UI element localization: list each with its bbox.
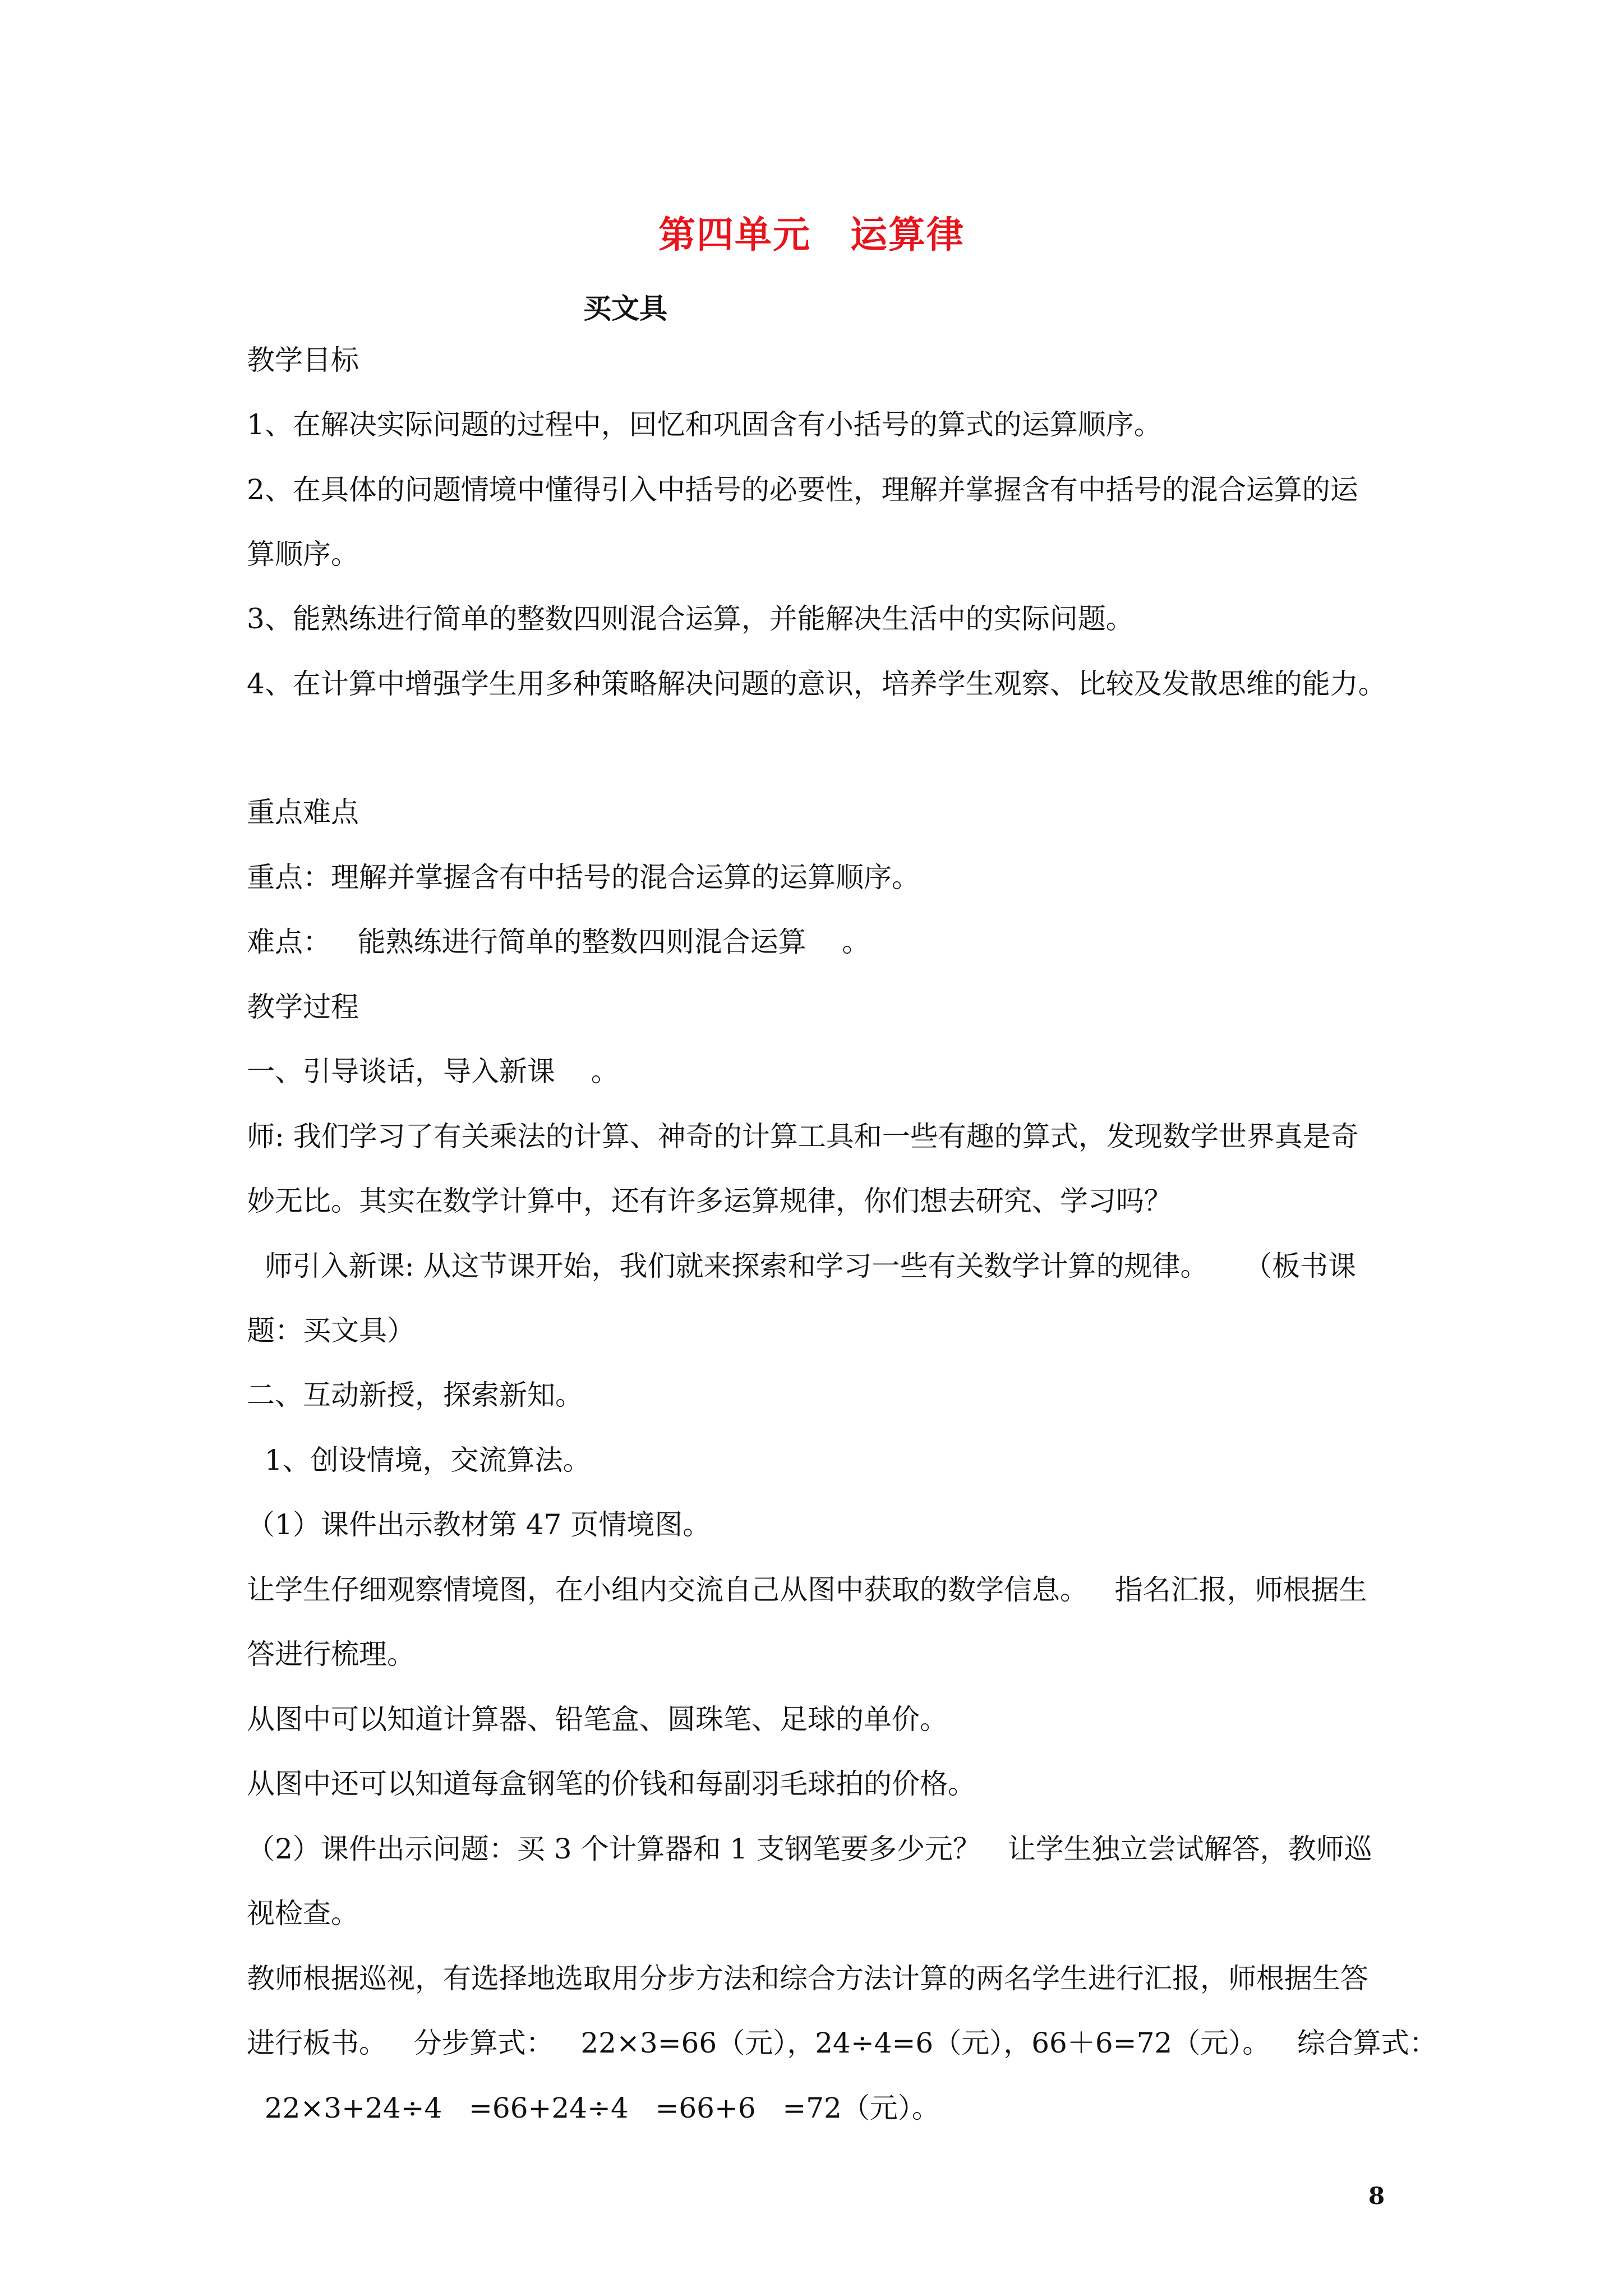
body-line: 妙无比。其实在数学计算中，还有许多运算规律，你们想去研究、学习吗？	[247, 1185, 1172, 1217]
body-line: 答进行梳理。	[247, 1638, 415, 1671]
body-line: 进行板书。 分步算式： 22×3=66（元），24÷4=6（元），66＋6=72（元）。 综合算式：	[247, 2027, 1437, 2059]
section-heading-objectives: 教学目标	[247, 344, 359, 376]
process-step-heading: 一、引导谈话，导入新课 。	[247, 1055, 619, 1088]
body-line: 从图中还可以知道每盒钢笔的价钱和每副羽毛球拍的价格。	[247, 1768, 976, 1800]
objective-line: 1、在解决实际问题的过程中，回忆和巩固含有小括号的算式的运算顺序。	[247, 408, 1162, 441]
body-line: 视检查。	[247, 1897, 359, 1930]
difficulty-line: 难点： 能熟练进行简单的整数四则混合运算 。	[247, 926, 870, 958]
body-line: 教师根据巡视，有选择地选取用分步方法和综合方法计算的两名学生进行汇报，师根据生答	[247, 1962, 1368, 1995]
objective-line: 算顺序。	[247, 538, 359, 570]
section-heading-key-points: 重点难点	[247, 796, 359, 829]
body-line: 1、创设情境，交流算法。	[247, 1444, 591, 1476]
objective-line: 3、能熟练进行简单的整数四则混合运算，并能解决生活中的实际问题。	[247, 602, 1134, 635]
body-line: 题：买文具）	[247, 1314, 415, 1347]
title-unit: 第四单元	[658, 213, 811, 256]
body-line: 从图中可以知道计算器、铅笔盒、圆珠笔、足球的单价。	[247, 1703, 948, 1736]
section-heading-process: 教学过程	[247, 991, 359, 1023]
objective-line: 4、在计算中增强学生用多种策略解决问题的意识，培养学生观察、比较及发散思维的能力。	[247, 668, 1386, 700]
page-number: 8	[1368, 2182, 1385, 2210]
body-line: 师: 我们学习了有关乘法的计算、神奇的计算工具和一些有趣的算式，发现数学世界真是奇	[247, 1120, 1359, 1153]
body-line: 让学生仔细观察情境图，在小组内交流自己从图中获取的数学信息。 指名汇报，师根据生	[247, 1573, 1367, 1606]
title-topic: 运算律	[850, 213, 965, 256]
process-step-heading: 二、互动新授，探索新知。	[247, 1379, 583, 1411]
formula-line: 22×3+24÷4 =66+24÷4 =66+6 =72（元）。	[247, 2092, 940, 2124]
lesson-subtitle: 买文具	[583, 292, 667, 325]
body-line: （2）课件出示问题：买 3 个计算器和 1 支钢笔要多少元？ 让学生独立尝试解答，教师巡	[247, 1833, 1372, 1865]
body-line: 师引入新课: 从这节课开始，我们就来探索和学习一些有关数学计算的规律。 （板书课	[247, 1250, 1357, 1282]
objective-line: 2、在具体的问题情境中懂得引入中括号的必要性，理解并掌握含有中括号的混合运算的运	[247, 473, 1358, 506]
body-line: （1）课件出示教材第 47 页情境图。	[247, 1508, 711, 1541]
page-title	[0, 205, 1623, 258]
key-point-line: 重点：理解并掌握含有中括号的混合运算的运算顺序。	[247, 861, 920, 894]
